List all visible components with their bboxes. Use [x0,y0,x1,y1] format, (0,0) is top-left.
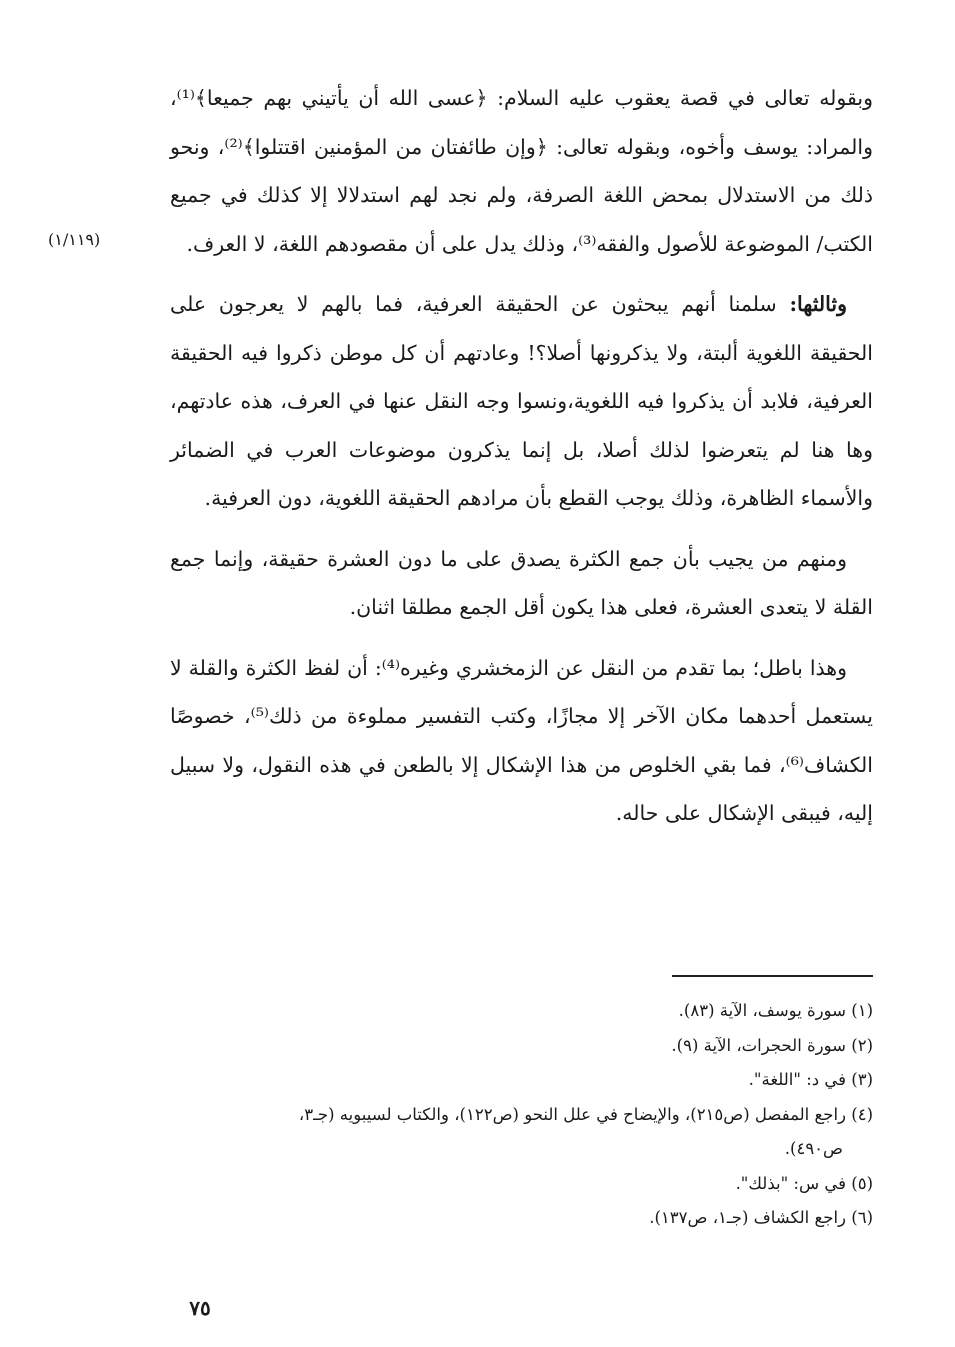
paragraph-1: وبقوله تعالى في قصة يعقوب عليه السلام: ﴿عسى الله أن يأتيني بهم جميعا﴾⁽¹⁾، والمراد: يوسف وأخوه، وبقوله تعالى: ﴿وإن طائفتان من المؤمنين اقتتلوا﴾⁽²⁾، ونحو ذلك من الاستدلال بمحض اللغة الصرفة، ولم نجد لهم استدلالا إلا كذلك في جميع الكتب/ الموضوعة للأصول والفقه⁽³⁾، وذلك يدل على أن مقصودهم اللغة، لا العرف. [170,86,873,256]
paragraph-2-lead: وثالثها: [789,292,847,316]
footnotes [170,994,873,1236]
paragraph-2-text: سلمنا أنهم يبحثون عن الحقيقة العرفية، فما بالهم لا يعرجون على الحقيقة اللغوية ألبتة، ولا يذكرونها أصلا؟! وعادتهم أن كل موطن ذكروا فيه الحقيقة العرفية، فلابد أن يذكروا فيه اللغوية،ونسوا وجه النقل عنها في العرف، هذه عادتهم، وها هنا لم يتعرضوا لذلك أصلا، بل إنما يذكرون موضوعات العرب في الضمائر والأسماء الظاهرة، وذلك يوجب القطع بأن مرادهم الحقيقة اللغوية، دون العرفية. [170,292,873,510]
paragraph-3: ومنهم من يجيب بأن جمع الكثرة يصدق على ما دون العشرة حقيقة، وإنما جمع القلة لا يتعدى العشرة، فعلى هذا يكون أقل الجمع مطلقا اثنان. [170,546,873,619]
page-number: ٧٥ [189,1296,211,1320]
paragraph-4: وهذا باطل؛ بما تقدم من النقل عن الزمخشري وغيره⁽⁴⁾: أن لفظ الكثرة والقلة لا يستعمل أحدهما مكان الآخر إلا مجازًا، وكتب التفسير مملوءة من ذلك⁽⁵⁾، خصوصًا الكشاف⁽⁶⁾، فما بقي الخلوص من هذا الإشكال إلا بالطعن في هذه النقول، ولا سبيل إليه، فيبقى الإشكال على حاله. [170,655,873,825]
footnote-4: (٤) راجع المفصل (ص٢١٥)، والإيضاح في علل النحو (ص١٢٢)، والكتاب لسيبويه (جـ٣، [298,1104,873,1124]
footnote-3: (٣) في د: "اللغة". [748,1070,873,1089]
footnote-4-continuation: ص٤٩٠). [784,1139,843,1158]
margin-reference: (١/١١٩) [48,230,101,249]
footnote-5: (٥) في س: "بذلك". [735,1173,873,1193]
paragraph-2 [170,280,873,523]
footnote-separator [672,975,873,977]
footnote-2: (٢) سورة الحجرات، الآية (٩). [671,1035,873,1055]
footnote-1: (١) سورة يوسف، الآية (٨٣). [678,1001,873,1020]
main-text-body [170,74,873,850]
footnote-6: (٦) راجع الكشاف (جـ١، ص١٣٧). [649,1208,873,1227]
